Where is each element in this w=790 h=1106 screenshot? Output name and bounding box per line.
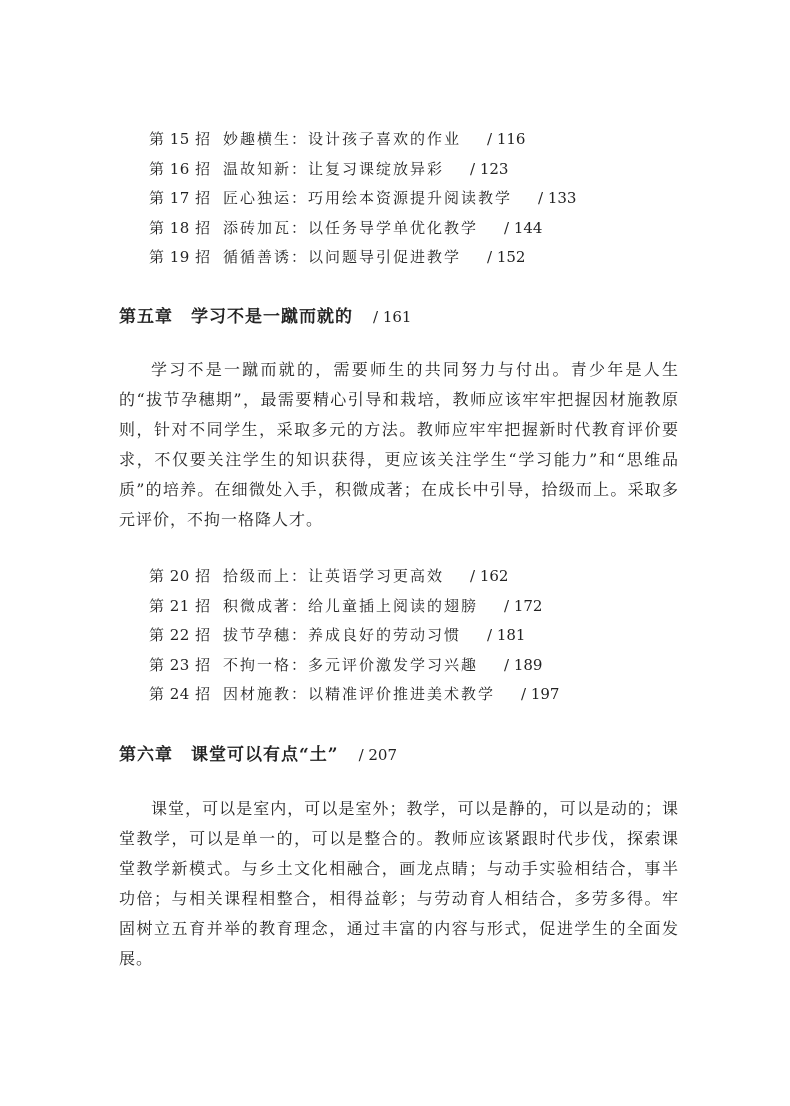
chapter-6-heading[interactable]: [119, 740, 397, 765]
toc-item[interactable]: [149, 214, 709, 244]
toc-item-page: / 123: [470, 159, 509, 178]
toc-item-page: / 189: [504, 655, 543, 674]
chapter-5-heading[interactable]: [119, 302, 411, 327]
toc-item[interactable]: [149, 651, 709, 681]
toc-item[interactable]: [149, 243, 709, 273]
toc-item-number: 第 18 招: [149, 218, 211, 237]
toc-list-chapter4-tail: [149, 125, 709, 273]
toc-item-title: 积微成著：给儿童插上阅读的翅膀: [223, 596, 479, 615]
chapter-5-intro: 学习不是一蹴而就的，需要师生的共同努力与付出。青少年是人生的“拔节孕穗期”，最需要精心引导和栽培，教师应该牢牢把握因材施教原则，针对不同学生，采取多元的方法。教师应牢牢把握新时代教育评价要求，不仅要关注学生的知识获得，更应该关注学生“学习能力”和“思维品质”的培养。在细微处入手，积微成著；在成长中引导，拾级而上。采取多元评价，不拘一格降人才。: [119, 360, 679, 529]
toc-item-page: / 133: [538, 189, 577, 207]
toc-item-number: 第 20 招: [149, 567, 211, 585]
toc-item-page: / 181: [487, 626, 526, 644]
toc-item-title: 妙趣横生：设计孩子喜欢的作业: [223, 130, 462, 148]
toc-item[interactable]: [149, 155, 709, 185]
toc-item[interactable]: [149, 680, 709, 710]
toc-item-number: 第 19 招: [149, 248, 211, 266]
toc-item-number: 第 22 招: [149, 626, 211, 644]
chapter-6-intro: 课堂，可以是室内，可以是室外；教学，可以是静的，可以是动的；课堂教学，可以是单一的，可以是整合的。教师应该紧跟时代步伐，探索课堂教学新模式。与乡土文化相融合，画龙点睛；与动手实验相结合，事半功倍；与相关课程相整合，相得益彰；与劳动育人相结合，多劳多得。牢固树立五育并举的教育理念，通过丰富的内容与形式，促进学生的全面发展。: [119, 799, 679, 968]
chapter-page: / 161: [373, 308, 412, 326]
chapter-title: 第六章 课堂可以有点“土”: [119, 745, 339, 765]
toc-item-number: 第 23 招: [149, 655, 211, 674]
toc-item-page: / 116: [487, 130, 526, 148]
toc-item[interactable]: [149, 562, 709, 592]
toc-item-title: 添砖加瓦：以任务导学单优化教学: [223, 218, 479, 237]
toc-item-page: / 144: [504, 218, 543, 237]
chapter-title: 第五章 学习不是一蹴而就的: [119, 307, 353, 327]
toc-item-page: / 172: [504, 596, 543, 615]
chapter-page: / 207: [358, 746, 398, 764]
toc-item-number: 第 16 招: [149, 159, 211, 178]
toc-item-title: 不拘一格：多元评价激发学习兴趣: [223, 655, 479, 674]
toc-item[interactable]: [149, 621, 709, 651]
toc-item-page: / 162: [470, 567, 509, 585]
toc-item-title: 因材施教：以精准评价推进美术教学: [223, 685, 496, 703]
toc-item-number: 第 17 招: [149, 189, 211, 207]
toc-item-page: / 197: [521, 685, 560, 703]
toc-item-title: 循循善诱：以问题导引促进教学: [223, 248, 462, 266]
toc-item-number: 第 15 招: [149, 130, 211, 148]
toc-item[interactable]: [149, 184, 709, 214]
toc-item[interactable]: [149, 125, 709, 155]
toc-item-title: 温故知新：让复习课绽放异彩: [223, 159, 445, 178]
toc-item-number: 第 24 招: [149, 685, 211, 703]
toc-item-title: 匠心独运：巧用绘本资源提升阅读教学: [223, 189, 513, 207]
toc-item[interactable]: [149, 592, 709, 622]
toc-item-number: 第 21 招: [149, 596, 211, 615]
toc-list-chapter5: [149, 562, 709, 710]
toc-item-title: 拾级而上：让英语学习更高效: [223, 567, 445, 585]
toc-item-page: / 152: [487, 248, 526, 266]
toc-item-title: 拔节孕穗：养成良好的劳动习惯: [223, 626, 462, 644]
